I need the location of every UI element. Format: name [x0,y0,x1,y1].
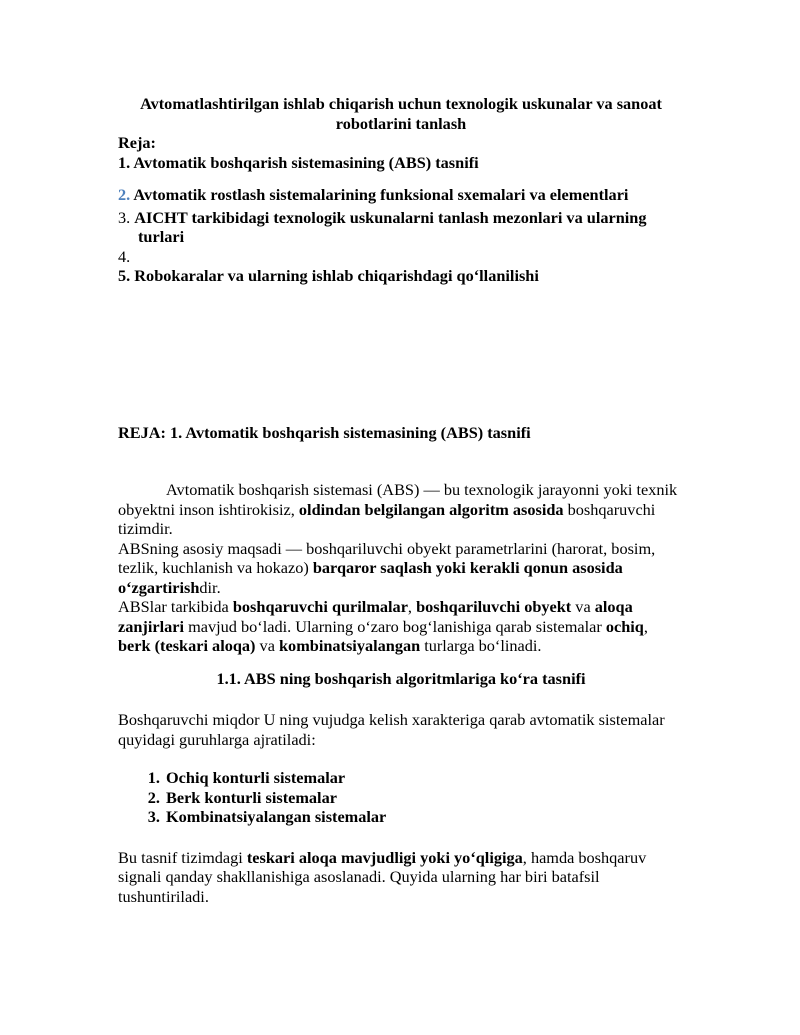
paragraph-definition [118,480,684,539]
p5-a: Bu tasnif tizimdagi [118,847,247,867]
p3-e: va [571,597,595,616]
p1-text-c: boshqaruvchi tizimdir. [118,499,656,538]
plan-item-2-text: Avtomatik rostlash sistemalarining funksional sxemalari va elementlari [133,185,629,204]
list-item: 2. Berk konturli sistemalar [164,788,684,808]
p3-f: aloqa zanjirlari [118,597,633,636]
paragraph-purpose [118,539,684,598]
p3-k: va [255,636,279,655]
paragraph-composition [118,597,684,656]
plan-item-5 [118,266,684,286]
plan-item-5-text: Robokaralar va ularning ishlab chiqarishdagi qo‘llanilishi [134,266,539,285]
plan-item-3-num: 3. [118,207,131,227]
list-item: 3. Kombinatsiyalangan sistemalar [164,807,684,827]
subsection-heading: 1.1. ABS ning boshqarish algoritmlariga ko‘ra tasnifi [216,668,586,688]
p3-c: , [407,597,417,616]
p5-c: , hamda boshqaruv signali qanday shakllanishiga asoslanadi. Quyida ularning har biri batafsil tushuntiriladi. [118,847,647,906]
paragraph-summary [118,848,684,907]
plan-item-1 [118,153,684,173]
p3-a: ABSlar tarkibida [118,597,233,616]
plan-heading: Reja: [118,133,156,152]
paragraph-groups: Boshqaruvchi miqdor U ning vujudga kelish xarakteriga qarab avtomatik sistemalar quyidagi guruhlarga ajratiladi: [118,710,665,749]
plan-item-3-text: AICHT tarkibidagi texnologik uskunalarni tanlash mezonlari va ularning turlari [134,207,647,246]
p2-text-a: ABSning asosiy maqsadi — boshqariluvchi obyekt parametrlarini (harorat, bosim, tezlik, kuchlanish va hokazo) [118,538,656,577]
plan-item-2-num: 2. [118,185,131,204]
p3-m: turlarga bo‘linadi. [420,636,542,655]
p3-d: boshqariluvchi obyekt [416,597,572,616]
p5-b: teskari aloqa mavjudligi yoki yo‘qligiga [246,847,523,867]
p2-text-bold: barqaror saqlash yoki kerakli qonun asosida o‘zgartirish [118,558,623,597]
plan-item-5-num: 5. [118,266,131,285]
p2-text-c: dir. [199,577,221,597]
plan-item-2 [118,185,684,205]
p1-text-a: Avtomatik boshqarish sistemasi (ABS) — bu texnologik jarayonni yoki texnik obyektni inson ishtirokisiz, [118,480,678,519]
p1-text-bold: oldindan belgilangan algoritm asosida [298,499,564,519]
system-types-list [118,768,684,827]
p3-j: berk (teskari aloqa) [118,636,256,655]
p3-h: ochiq [605,616,644,636]
document-title: Avtomatlashtirilgan ishlab chiqarish uchun texnologik uskunalar va sanoat robotlarini tanlash [140,94,662,133]
plan-item-4-num: 4. [118,246,131,266]
plan-item-3 [118,208,684,247]
plan-item-4 [118,247,684,267]
plan-item-1-num: 1. [118,152,131,172]
p3-g: mavjud bo‘ladi. Ularning o‘zaro bog‘lanishiga qarab sistemalar [184,616,606,636]
section-heading: REJA: 1. Avtomatik boshqarish sistemasining (ABS) tasnifi [118,422,531,442]
list-item: 1. Ochiq konturli sistemalar [164,768,684,788]
p3-i: , [643,616,648,636]
p3-b: boshqaruvchi qurilmalar [232,597,408,616]
plan-item-1-text: Avtomatik boshqarish sistemasining (ABS) tasnifi [133,152,479,172]
p3-l: kombinatsiyalangan [279,636,421,655]
document-page [118,94,684,906]
